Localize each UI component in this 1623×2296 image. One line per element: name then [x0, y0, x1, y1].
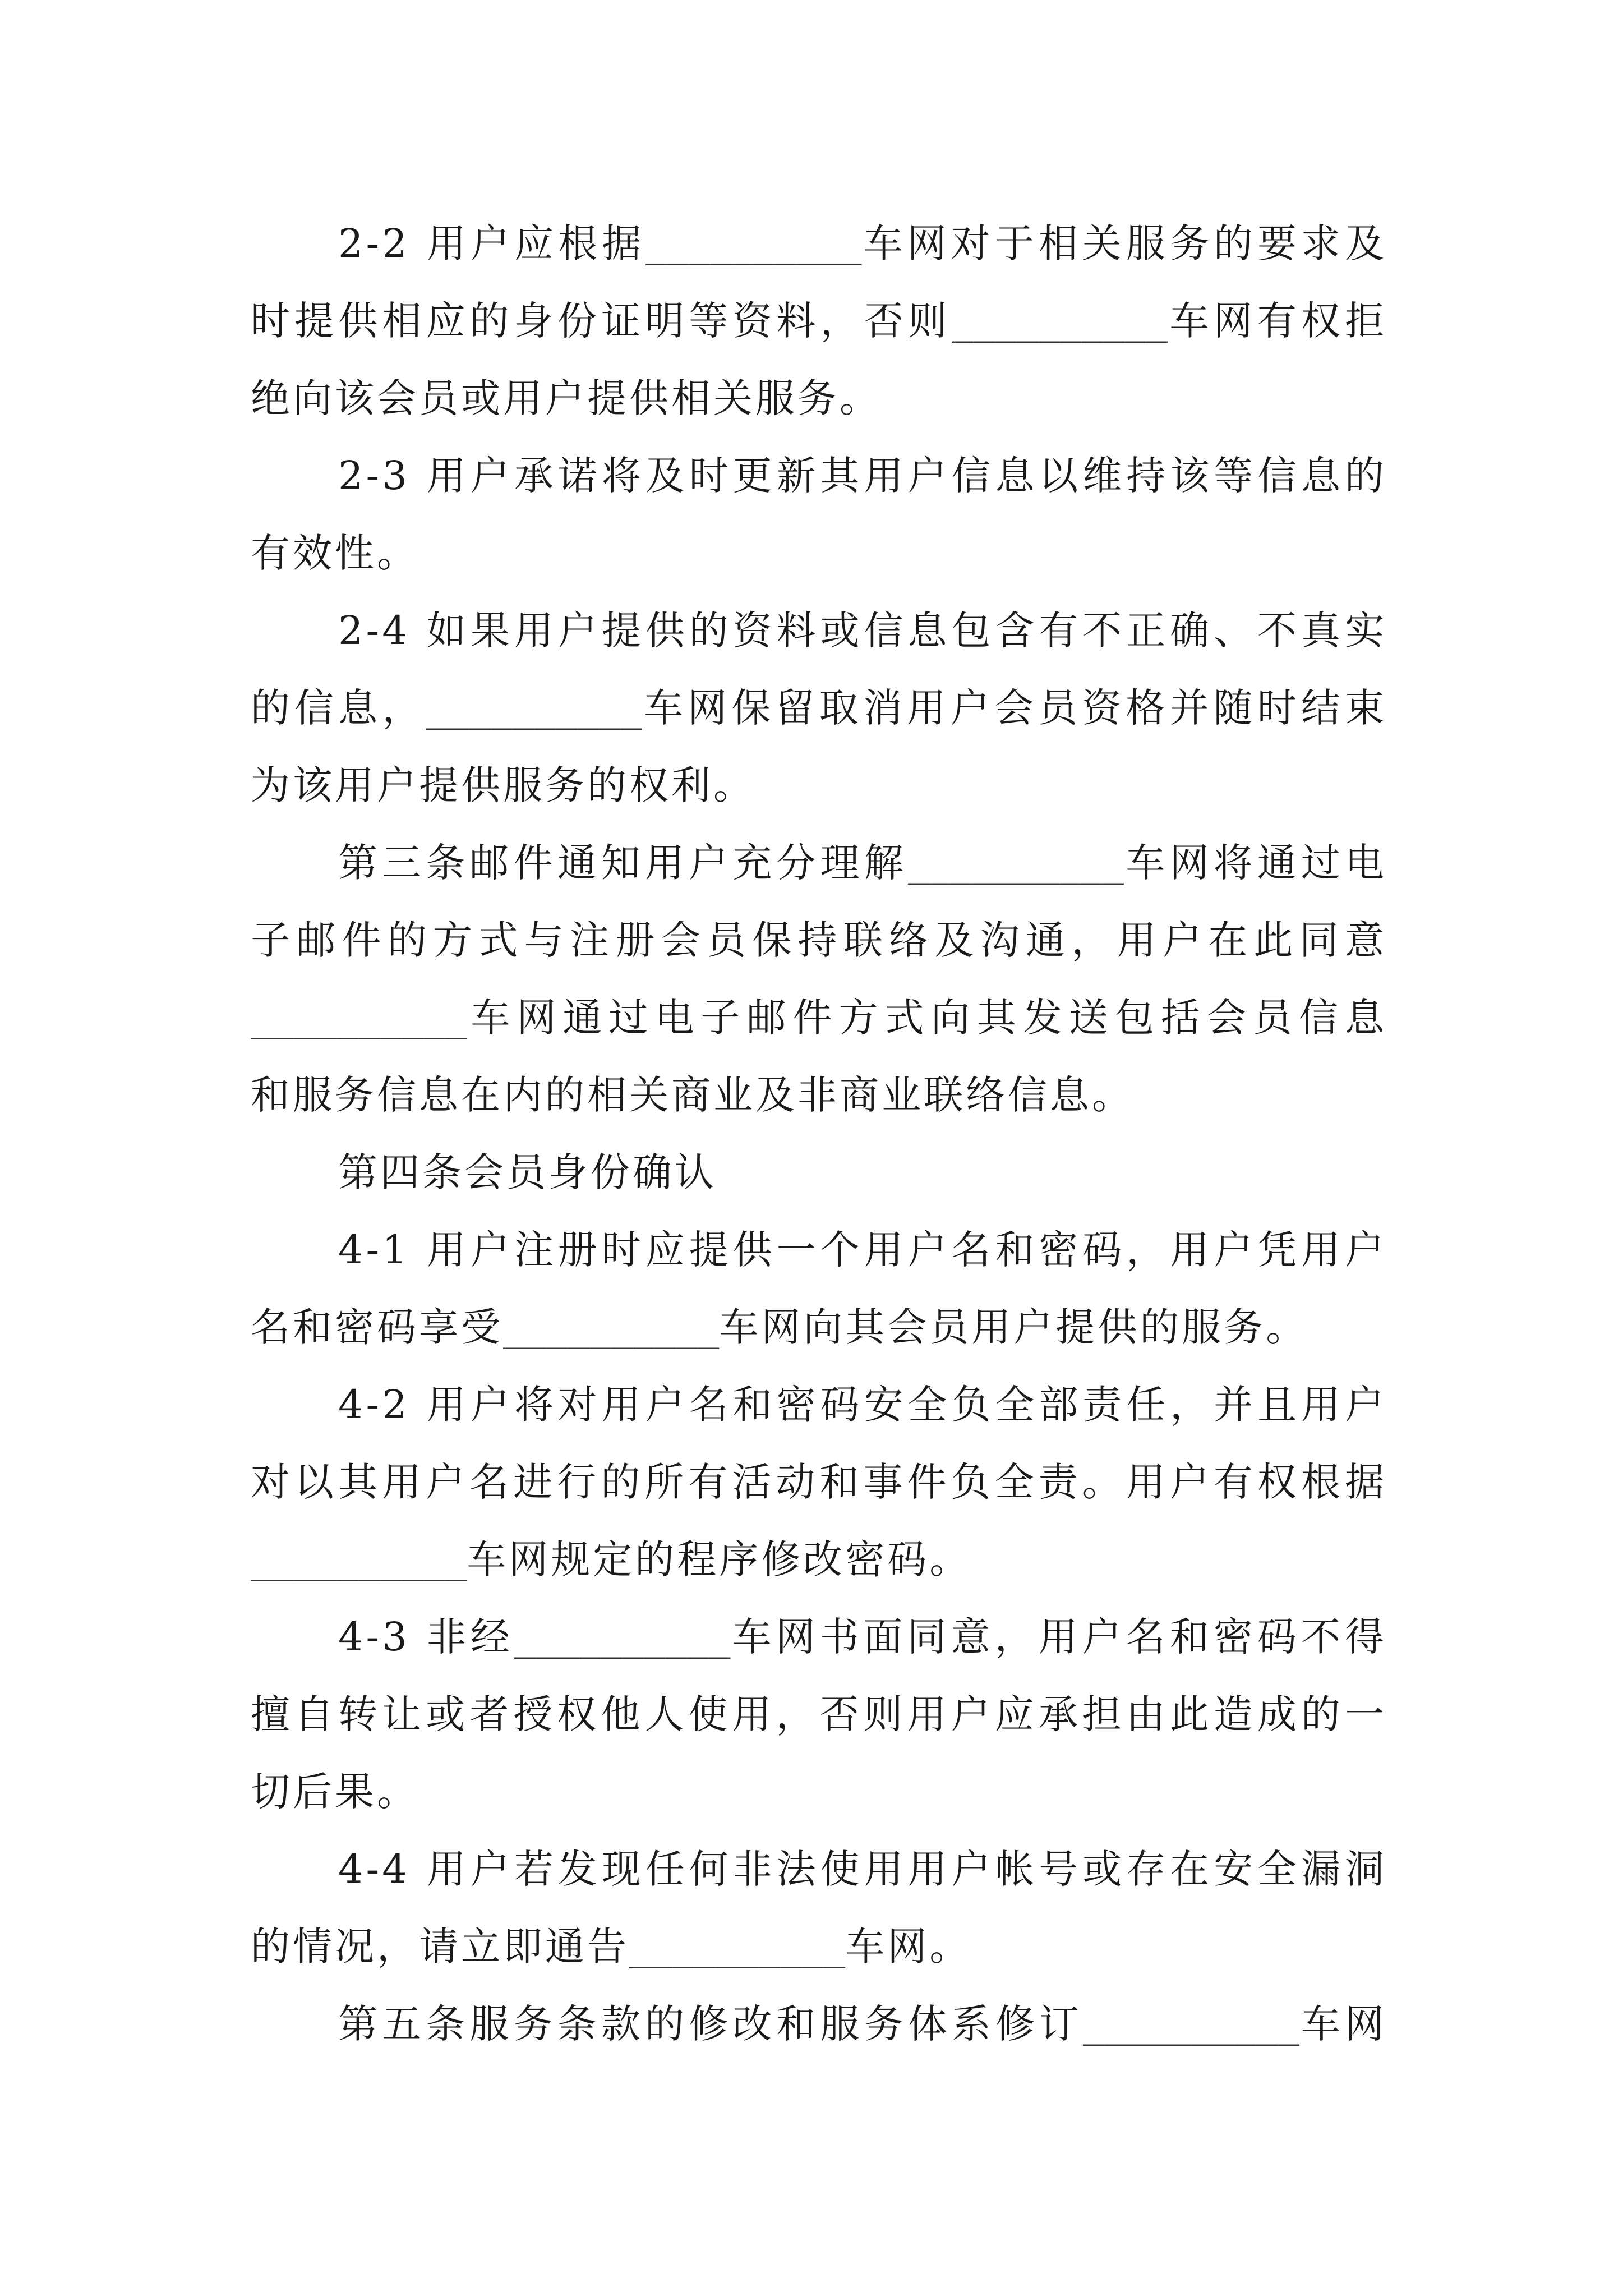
paragraph-line: 和服务信息在内的相关商业及非商业联络信息。 [251, 1072, 1134, 1118]
paragraph-line: 的情况，请立即通告__________车网。 [251, 1908, 1387, 1985]
paragraph-line: __________车网通过电子邮件方式向其发送包括会员信息 [251, 979, 1387, 1056]
paragraph-line: 擅自转让或者授权他人使用，否则用户应承担由此造成的一 [251, 1691, 1387, 1737]
fill-in-blank: __________ [952, 302, 1168, 343]
paragraph-line: 绝向该会员或用户提供相关服务。 [251, 375, 882, 421]
clause-2-4 [251, 592, 1387, 824]
fill-in-blank: __________ [629, 1927, 846, 1969]
paragraph-line: 为该用户提供服务的权利。 [251, 762, 755, 808]
paragraph-line: 的信息，__________车网保留取消用户会员资格并随时结束 [251, 669, 1387, 747]
paragraph-line: 名和密码享受__________车网向其会员用户提供的服务。 [251, 1289, 1387, 1366]
document-body [251, 205, 1387, 2063]
paragraph-line: 子邮件的方式与注册会员保持联络及沟通，用户在此同意 [251, 917, 1387, 963]
article-heading: 第四条会员身份确认 [338, 1149, 717, 1195]
paragraph-line: 有效性。 [251, 530, 419, 576]
paragraph-line: 时提供相应的身份证明等资料，否则__________车网有权拒 [251, 282, 1387, 360]
article-3-email-notice [251, 824, 1387, 1134]
paragraph-line: __________车网规定的程序修改密码。 [251, 1521, 1387, 1598]
article-5-heading [251, 1985, 1387, 2063]
paragraph-line: 第三条邮件通知用户充分理解__________车网将通过电 [251, 824, 1387, 901]
clause-4-3 [251, 1598, 1387, 1830]
fill-in-blank: __________ [907, 844, 1124, 885]
paragraph-line: 2-3 用户承诺将及时更新其用户信息以维持该等信息的 [338, 453, 1387, 499]
paragraph-line: 2-2 用户应根据__________车网对于相关服务的要求及 [251, 205, 1387, 282]
fill-in-blank: __________ [645, 224, 862, 266]
clause-2-2 [251, 205, 1387, 437]
fill-in-blank: __________ [514, 1618, 731, 1659]
clause-2-3 [251, 437, 1387, 592]
paragraph-line: 对以其用户名进行的所有活动和事件负全责。用户有权根据 [251, 1459, 1387, 1505]
fill-in-blank: __________ [251, 999, 467, 1040]
fill-in-blank: __________ [503, 1308, 720, 1350]
paragraph-line: 4-3 非经__________车网书面同意，用户名和密码不得 [251, 1598, 1387, 1676]
paragraph-line: 4-1 用户注册时应提供一个用户名和密码，用户凭用户 [338, 1227, 1387, 1273]
clause-4-2 [251, 1366, 1387, 1598]
paragraph-line: 2-4 如果用户提供的资料或信息包含有不正确、不真实 [338, 608, 1387, 654]
article-4-heading [251, 1134, 1387, 1211]
paragraph-line: 4-4 用户若发现任何非法使用用户帐号或存在安全漏洞 [338, 1846, 1387, 1892]
paragraph-line: 切后果。 [251, 1769, 419, 1815]
clause-4-4 [251, 1830, 1387, 1985]
clause-4-1 [251, 1211, 1387, 1366]
fill-in-blank: __________ [1083, 2005, 1299, 2046]
paragraph-line: 第五条服务条款的修改和服务体系修订__________车网 [251, 1985, 1387, 2063]
fill-in-blank: __________ [426, 689, 642, 730]
paragraph-line: 4-2 用户将对用户名和密码安全负全部责任，并且用户 [338, 1382, 1387, 1428]
fill-in-blank: __________ [251, 1540, 467, 1582]
